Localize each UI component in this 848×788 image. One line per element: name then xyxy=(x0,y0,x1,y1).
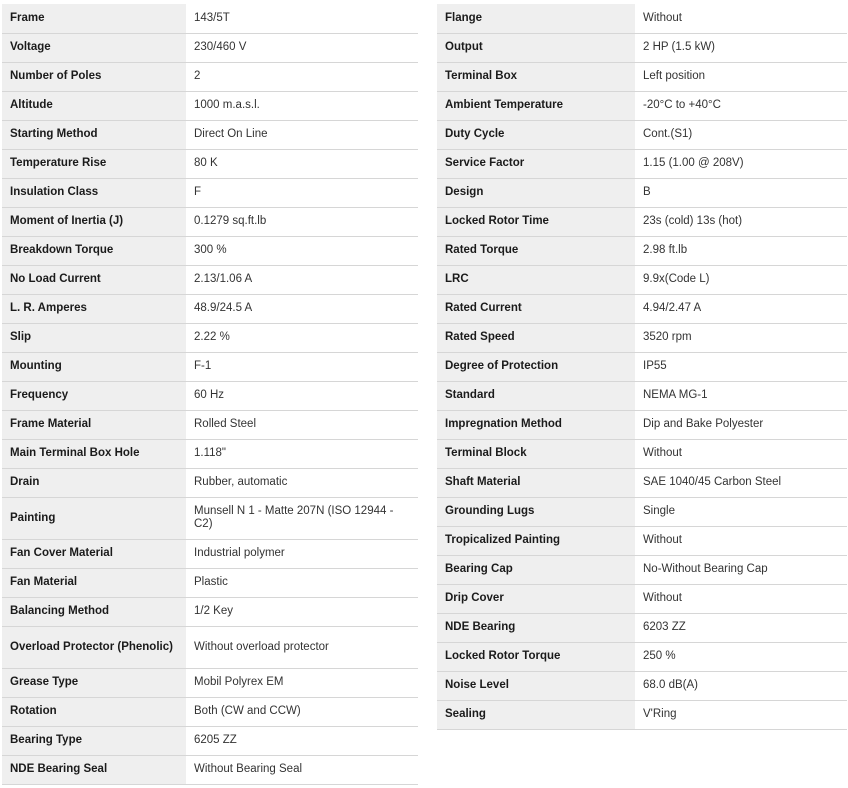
spec-label: Mounting xyxy=(2,352,186,381)
spec-label: Duty Cycle xyxy=(437,120,635,149)
right-spec-table xyxy=(437,4,847,730)
spec-row xyxy=(2,381,418,410)
spec-value: F-1 xyxy=(186,352,418,381)
spec-label: Fan Cover Material xyxy=(2,539,186,568)
spec-row xyxy=(437,468,847,497)
spec-row xyxy=(437,207,847,236)
spec-label: Number of Poles xyxy=(2,62,186,91)
spec-row xyxy=(2,352,418,381)
spec-label: Starting Method xyxy=(2,120,186,149)
spec-value: Without xyxy=(635,584,847,613)
spec-label: Overload Protector (Phenolic) xyxy=(2,626,186,668)
spec-value: Industrial polymer xyxy=(186,539,418,568)
spec-value: 300 % xyxy=(186,236,418,265)
spec-value: F xyxy=(186,178,418,207)
spec-label: Drip Cover xyxy=(437,584,635,613)
spec-value: 6203 ZZ xyxy=(635,613,847,642)
spec-label: NDE Bearing xyxy=(437,613,635,642)
spec-value: 9.9x(Code L) xyxy=(635,265,847,294)
spec-value: -20°C to +40°C xyxy=(635,91,847,120)
spec-value: 0.1279 sq.ft.lb xyxy=(186,207,418,236)
spec-label: Breakdown Torque xyxy=(2,236,186,265)
spec-row xyxy=(2,410,418,439)
spec-label: Voltage xyxy=(2,33,186,62)
spec-row xyxy=(2,597,418,626)
spec-row xyxy=(437,323,847,352)
spec-value: 1/2 Key xyxy=(186,597,418,626)
spec-value: No-Without Bearing Cap xyxy=(635,555,847,584)
spec-row xyxy=(2,4,418,33)
spec-value: Both (CW and CCW) xyxy=(186,697,418,726)
spec-label: Frequency xyxy=(2,381,186,410)
spec-value: 2.13/1.06 A xyxy=(186,265,418,294)
spec-row xyxy=(2,497,418,539)
spec-value: Mobil Polyrex EM xyxy=(186,668,418,697)
spec-label: Painting xyxy=(2,497,186,539)
spec-row xyxy=(437,497,847,526)
spec-value: 68.0 dB(A) xyxy=(635,671,847,700)
spec-value: Plastic xyxy=(186,568,418,597)
spec-value: 230/460 V xyxy=(186,33,418,62)
spec-row xyxy=(2,755,418,784)
spec-label: Balancing Method xyxy=(2,597,186,626)
spec-row xyxy=(437,555,847,584)
spec-label: Grounding Lugs xyxy=(437,497,635,526)
spec-label: Tropicalized Painting xyxy=(437,526,635,555)
spec-row xyxy=(2,668,418,697)
spec-label: Locked Rotor Time xyxy=(437,207,635,236)
spec-value: 3520 rpm xyxy=(635,323,847,352)
spec-value: 48.9/24.5 A xyxy=(186,294,418,323)
spec-label: Service Factor xyxy=(437,149,635,178)
spec-row xyxy=(437,526,847,555)
spec-row xyxy=(437,642,847,671)
spec-value: Without Bearing Seal xyxy=(186,755,418,784)
spec-label: Terminal Block xyxy=(437,439,635,468)
spec-row xyxy=(437,352,847,381)
spec-value: Rolled Steel xyxy=(186,410,418,439)
spec-label: Grease Type xyxy=(2,668,186,697)
spec-label: Main Terminal Box Hole xyxy=(2,439,186,468)
spec-row xyxy=(2,62,418,91)
spec-row xyxy=(2,207,418,236)
spec-row xyxy=(437,410,847,439)
spec-value: 4.94/2.47 A xyxy=(635,294,847,323)
spec-row xyxy=(437,381,847,410)
spec-value: 1000 m.a.s.l. xyxy=(186,91,418,120)
left-spec-table xyxy=(2,4,418,785)
spec-value: Single xyxy=(635,497,847,526)
spec-label: Temperature Rise xyxy=(2,149,186,178)
spec-value: 2.98 ft.lb xyxy=(635,236,847,265)
spec-label: Standard xyxy=(437,381,635,410)
spec-label: Terminal Box xyxy=(437,62,635,91)
spec-row xyxy=(2,439,418,468)
spec-row xyxy=(2,539,418,568)
spec-row xyxy=(437,265,847,294)
spec-row xyxy=(437,62,847,91)
spec-row xyxy=(2,33,418,62)
spec-row xyxy=(437,294,847,323)
spec-value: 6205 ZZ xyxy=(186,726,418,755)
spec-value: 250 % xyxy=(635,642,847,671)
spec-row xyxy=(437,584,847,613)
spec-value: 60 Hz xyxy=(186,381,418,410)
spec-row xyxy=(437,700,847,729)
spec-value: SAE 1040/45 Carbon Steel xyxy=(635,468,847,497)
spec-label: Degree of Protection xyxy=(437,352,635,381)
spec-value: Without xyxy=(635,4,847,33)
spec-row xyxy=(437,91,847,120)
spec-row xyxy=(437,439,847,468)
spec-value: Dip and Bake Polyester xyxy=(635,410,847,439)
spec-row xyxy=(2,568,418,597)
spec-label: Ambient Temperature xyxy=(437,91,635,120)
left-spec-body xyxy=(2,4,418,784)
spec-label: Shaft Material xyxy=(437,468,635,497)
spec-value: Cont.(S1) xyxy=(635,120,847,149)
spec-label: Bearing Cap xyxy=(437,555,635,584)
spec-label: Fan Material xyxy=(2,568,186,597)
spec-row xyxy=(2,91,418,120)
spec-row xyxy=(2,726,418,755)
spec-label: Drain xyxy=(2,468,186,497)
spec-row xyxy=(437,236,847,265)
spec-label: Slip xyxy=(2,323,186,352)
spec-value: Without overload protector xyxy=(186,626,418,668)
spec-value: 2.22 % xyxy=(186,323,418,352)
spec-label: Noise Level xyxy=(437,671,635,700)
spec-value: Without xyxy=(635,439,847,468)
spec-label: Frame xyxy=(2,4,186,33)
spec-value: Munsell N 1 - Matte 207N (ISO 12944 - C2) xyxy=(186,497,418,539)
spec-value: Without xyxy=(635,526,847,555)
spec-row xyxy=(437,178,847,207)
spec-label: Sealing xyxy=(437,700,635,729)
spec-label: Rated Speed xyxy=(437,323,635,352)
spec-value: NEMA MG-1 xyxy=(635,381,847,410)
spec-value: Left position xyxy=(635,62,847,91)
spec-row xyxy=(437,671,847,700)
spec-label: Moment of Inertia (J) xyxy=(2,207,186,236)
spec-label: Rated Torque xyxy=(437,236,635,265)
spec-value: 2 HP (1.5 kW) xyxy=(635,33,847,62)
spec-row xyxy=(437,4,847,33)
spec-row xyxy=(2,468,418,497)
spec-label: Altitude xyxy=(2,91,186,120)
right-spec-body xyxy=(437,4,847,729)
spec-value: 143/5T xyxy=(186,4,418,33)
spec-value: V'Ring xyxy=(635,700,847,729)
spec-value: IP55 xyxy=(635,352,847,381)
spec-label: Bearing Type xyxy=(2,726,186,755)
spec-value: Rubber, automatic xyxy=(186,468,418,497)
spec-row xyxy=(2,178,418,207)
spec-row xyxy=(437,33,847,62)
spec-row xyxy=(2,265,418,294)
spec-value: 80 K xyxy=(186,149,418,178)
spec-row xyxy=(437,149,847,178)
spec-label: No Load Current xyxy=(2,265,186,294)
spec-label: Frame Material xyxy=(2,410,186,439)
spec-row xyxy=(2,120,418,149)
spec-label: NDE Bearing Seal xyxy=(2,755,186,784)
spec-label: Design xyxy=(437,178,635,207)
spec-label: Impregnation Method xyxy=(437,410,635,439)
spec-value: 2 xyxy=(186,62,418,91)
spec-label: Output xyxy=(437,33,635,62)
spec-row xyxy=(2,149,418,178)
spec-label: Insulation Class xyxy=(2,178,186,207)
spec-label: L. R. Amperes xyxy=(2,294,186,323)
spec-value: 1.118" xyxy=(186,439,418,468)
spec-row xyxy=(2,626,418,668)
spec-label: Rated Current xyxy=(437,294,635,323)
spec-row xyxy=(2,697,418,726)
spec-row xyxy=(2,323,418,352)
spec-value: 23s (cold) 13s (hot) xyxy=(635,207,847,236)
spec-row xyxy=(437,613,847,642)
spec-value: B xyxy=(635,178,847,207)
spec-value: 1.15 (1.00 @ 208V) xyxy=(635,149,847,178)
spec-row xyxy=(2,294,418,323)
spec-label: LRC xyxy=(437,265,635,294)
spec-row xyxy=(2,236,418,265)
spec-label: Locked Rotor Torque xyxy=(437,642,635,671)
spec-label: Flange xyxy=(437,4,635,33)
spec-label: Rotation xyxy=(2,697,186,726)
spec-row xyxy=(437,120,847,149)
spec-value: Direct On Line xyxy=(186,120,418,149)
